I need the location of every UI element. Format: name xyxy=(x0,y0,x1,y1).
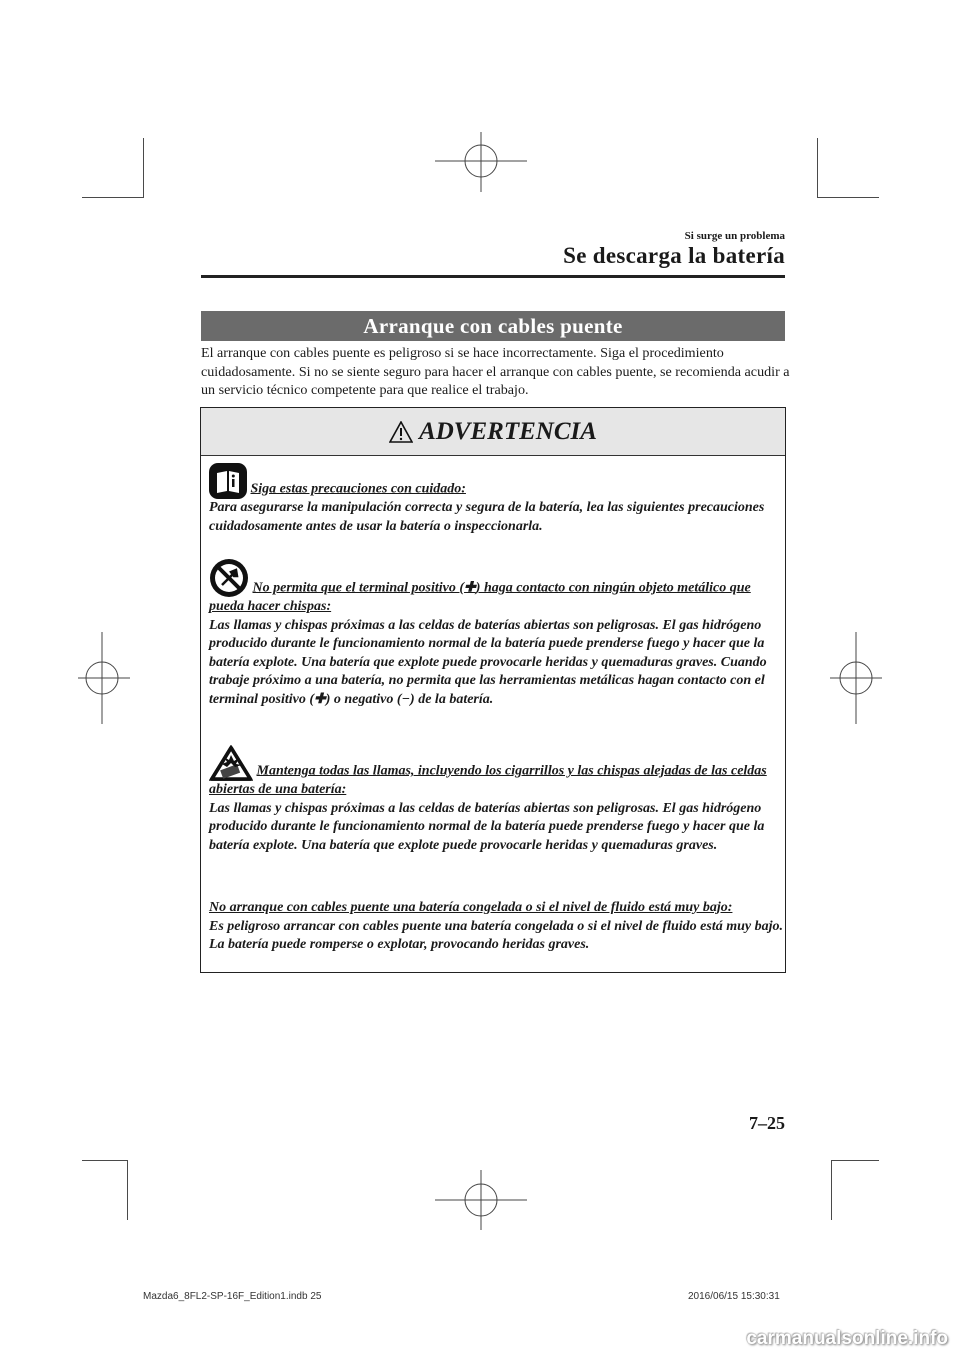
warning-item-heading: No permita que el terminal positivo ( xyxy=(252,580,465,596)
warning-item-body: Para asegurarse la manipulación correcta y segura de la batería, lea las siguientes precauciones cuidadosamente antes de usar la batería o inspeccionarla. xyxy=(209,500,765,534)
plus-sign-icon: ✚ xyxy=(464,580,476,596)
minus-sign-icon: − xyxy=(401,691,411,707)
registration-mark-icon xyxy=(435,1170,527,1230)
warning-item-body: Las llamas y chispas próximas a las celdas de baterías abiertas son peligrosas. El gas hidrógeno producido durante le funcionamiento normal de la batería puede prenderse fuego y hacer que la batería explote. Una batería que explote puede provocarle heridas y quemaduras graves. xyxy=(209,800,765,853)
warning-item-body: Las llamas y chispas próximas a las celdas de baterías abiertas son peligrosas. El gas hidrógeno producido durante le funcionamiento normal de la batería puede prenderse fuego y hacer que la batería explote. Una batería que explote puede provocarle heridas y quemaduras graves. Cuando trabaje próximo a una batería, no permita que las herramientas metálicas hagan contacto con el terminal positivo ( xyxy=(209,617,767,707)
intro-paragraph xyxy=(201,344,791,400)
page-number: 7–25 xyxy=(749,1113,785,1133)
warning-item-body: Es peligroso arrancar con cables puente una batería congelada o si el nivel de fluido está muy bajo. La batería puede romperse o explotar, provocando heridas graves. xyxy=(209,918,783,953)
warning-item xyxy=(209,899,783,955)
no-metal-tools-icon xyxy=(209,558,249,598)
topic-banner: Arranque con cables puente xyxy=(201,311,785,341)
warning-box xyxy=(200,407,786,973)
watermark: carmanualsonline.info xyxy=(746,1328,948,1349)
explosion-warning-icon xyxy=(209,745,253,781)
footer-filename: Mazda6_8FL2-SP-16F_Edition1.indb 25 xyxy=(143,1291,322,1302)
warning-item-body-cont: ) o negativo ( xyxy=(325,691,402,707)
warning-item-heading: Mantenga todas las llamas, incluyendo los cigarrillos y las chispas alejadas de las celdas abiertas de una batería: xyxy=(209,763,767,797)
footer-timestamp: 2016/06/15 15:30:31 xyxy=(688,1291,780,1302)
plus-sign-icon: ✚ xyxy=(314,691,326,707)
warning-item-heading-cont: ) haga contacto con ningún objeto metálico que pueda hacer chispas: xyxy=(209,580,751,614)
warning-item-body-end: ) de la batería. xyxy=(410,691,494,707)
intro-text: El arranque con cables puente es peligroso si se hace incorrectamente. Siga el procedimiento cuidadosamente. Si no se siente seguro para hacer el arranque con cables puente, se recomienda acudir a un servicio técnico competente para que realice el trabajo. xyxy=(201,345,790,398)
warning-title: ADVERTENCIA xyxy=(419,417,597,445)
chapter-title: Si surge un problema xyxy=(684,230,785,242)
warning-item xyxy=(209,745,783,855)
section-title: Se descarga la batería xyxy=(563,243,785,268)
warning-item xyxy=(209,558,783,710)
manual-book-icon xyxy=(209,463,247,499)
warning-item-heading: Siga estas precauciones con cuidado: xyxy=(250,481,466,497)
registration-mark-icon xyxy=(78,632,130,724)
header-rule xyxy=(201,275,785,278)
warning-header xyxy=(201,408,785,456)
warning-item xyxy=(209,463,783,536)
warning-triangle-icon xyxy=(389,421,413,443)
registration-mark-icon xyxy=(830,632,882,724)
warning-item-heading: No arranque con cables puente una batería congelada o si el nivel de fluido está muy bajo: xyxy=(209,900,733,915)
registration-mark-icon xyxy=(435,132,527,192)
